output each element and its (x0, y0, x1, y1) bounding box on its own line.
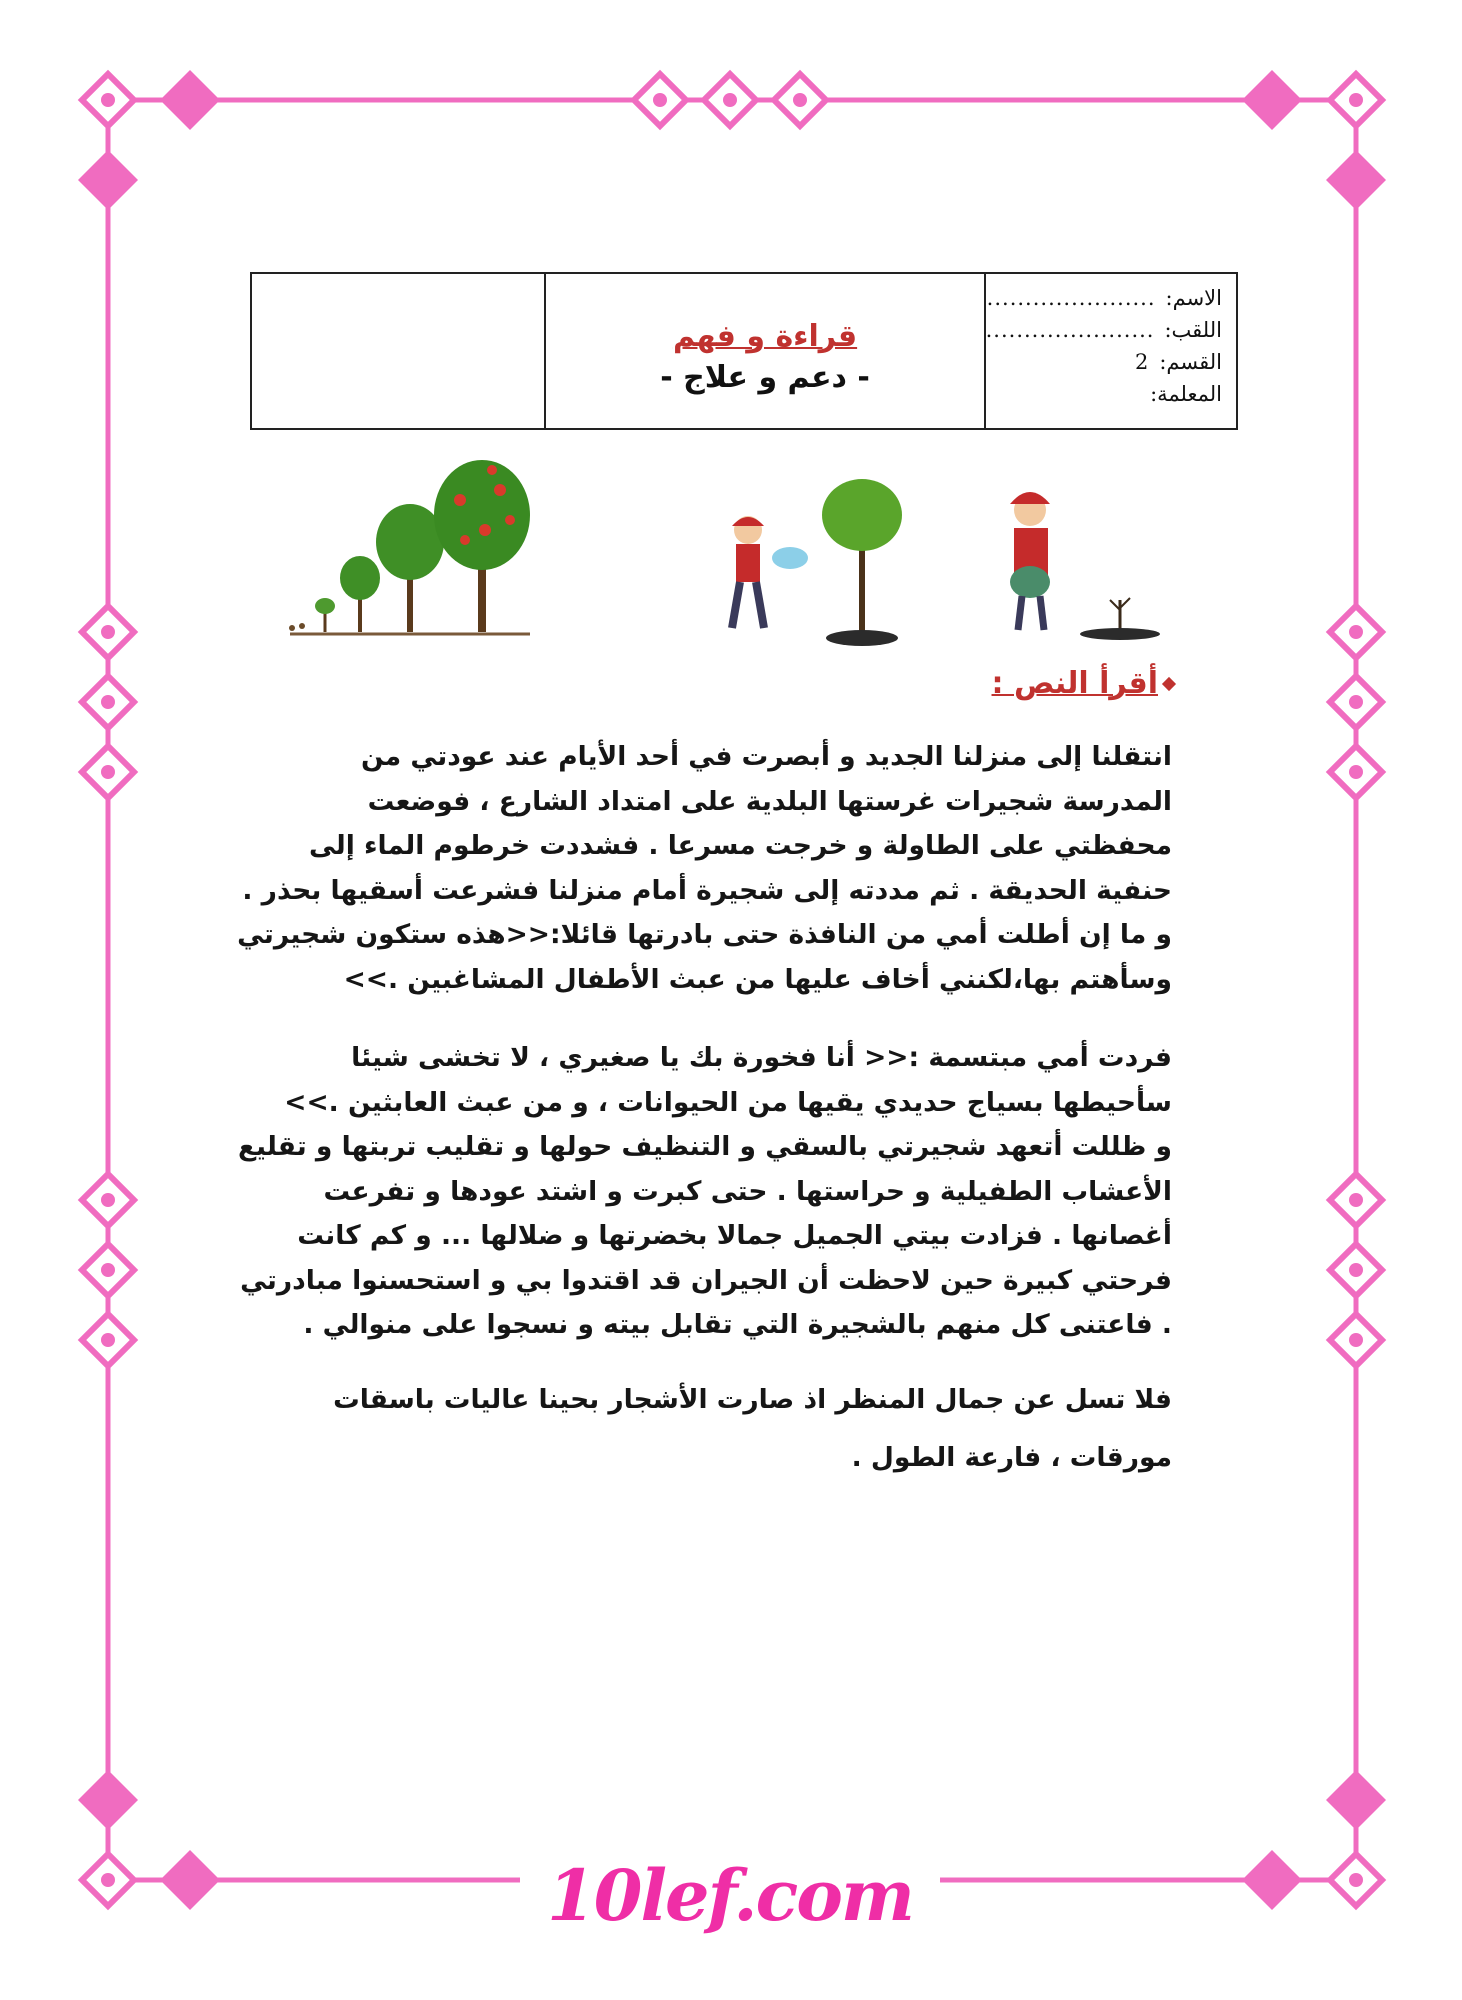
teacher-field (986, 378, 1222, 410)
frame-dot-icon (101, 1873, 115, 1887)
field-value: ...................... (986, 286, 1156, 310)
text-line: و ظللت أتعهد شجيرتي بالسقي و التنظيف حولها و تقليب تربتها و تقليع (237, 1131, 1172, 1162)
site-watermark: 10lef.com (520, 1850, 940, 1940)
boy-watering-tree-icon (732, 479, 902, 646)
text-line: أغصانها . فزادت بيتي الجميل جمالا بخضرتها و ضلالها ... و كم كانت (297, 1220, 1172, 1251)
blank-cell (252, 274, 546, 428)
title-cell (546, 274, 985, 428)
lesson-subtitle: - دعم و علاج - (660, 360, 870, 395)
paragraph-2 (237, 1036, 1172, 1348)
frame-dot-icon (101, 1263, 115, 1277)
text-line: وسأهتم بها،لكنني أخاف عليها من عبث الأطفال المشاغبين .>> (343, 963, 1172, 995)
header-table (250, 272, 1238, 430)
text-line: . فاعتنى كل منهم بالشجيرة التي تقابل بيته و نسجوا على منوالي . (303, 1309, 1172, 1340)
field-label: الاسم: (1165, 286, 1222, 310)
text-line: حنفية الحديقة . ثم مددته إلى شجيرة أمام منزلنا فشرعت أسقيها بحذر . (242, 874, 1172, 906)
paragraph-1 (237, 735, 1172, 1002)
text-line: المدرسة شجيرات غرستها البلدية على امتداد الشارع ، فوضعت (367, 785, 1172, 817)
frame-dot-icon (101, 625, 115, 639)
paragraph-4 (292, 1436, 1172, 1481)
read-text-heading (992, 666, 1174, 701)
text-line: و ما إن أطلت أمي من النافذة حتى بادرتها قائلا:<<هذه ستكون شجيرتي (237, 919, 1172, 950)
frame-dot-icon (1349, 1873, 1363, 1887)
boy-with-watering-can-icon (1010, 492, 1160, 640)
text-line: مورقات ، فارعة الطول . (851, 1442, 1172, 1473)
field-value: ...................... (985, 318, 1155, 342)
text-line: الأعشاب الطفيلية و حراستها . حتى كبرت و اشتد عودها و تفرعت (323, 1175, 1172, 1207)
field-value: 2 (1134, 350, 1150, 374)
paragraph-3 (292, 1378, 1172, 1423)
frame-dot-icon (793, 93, 807, 107)
frame-dot-icon (101, 695, 115, 709)
frame-dot-icon (1349, 93, 1363, 107)
frame-dot-icon (653, 93, 667, 107)
frame-dot-icon (101, 1333, 115, 1347)
field-label: القسم: (1159, 350, 1222, 374)
field-label: اللقب: (1164, 318, 1222, 342)
text-line: فردت أمي مبتسمة :<< أنا فخورة بك يا صغيري ، لا تخشى شيئا (351, 1042, 1172, 1073)
text-line: فرحتي كبيرة حين لاحظت أن الجيران قد اقتدوا بي و استحسنوا مبادرتي (240, 1264, 1172, 1296)
frame-dot-icon (1349, 695, 1363, 709)
frame-dot-icon (1349, 765, 1363, 779)
surname-field (986, 314, 1222, 346)
frame-dot-icon (101, 93, 115, 107)
text-line: سأحيطها بسياج حديدي يقيها من الحيوانات ، و من عبث العابثين .>> (284, 1086, 1172, 1118)
field-label: المعلمة: (1150, 382, 1222, 406)
frame-dot-icon (1349, 625, 1363, 639)
name-field (986, 282, 1222, 314)
heading-label: أقرأ النص : (991, 666, 1158, 701)
tree-growth-stages-icon (289, 460, 530, 634)
lesson-title: قراءة و فهم (672, 319, 858, 354)
frame-dot-icon (101, 1193, 115, 1207)
frame-dot-icon (101, 765, 115, 779)
frame-dot-icon (1349, 1333, 1363, 1347)
frame-dot-icon (723, 93, 737, 107)
tree-growth-illustration (270, 460, 1210, 650)
student-info-cell (986, 274, 1236, 428)
class-field (986, 346, 1222, 378)
frame-dot-icon (1349, 1263, 1363, 1277)
diamond-bullet-icon (1162, 676, 1176, 690)
text-line: محفظتي على الطاولة و خرجت مسرعا . فشددت خرطوم الماء إلى (308, 830, 1172, 861)
text-line: انتقلنا إلى منزلنا الجديد و أبصرت في أحد الأيام عند عودتي من (360, 741, 1172, 772)
text-line: فلا تسل عن جمال المنظر اذ صارت الأشجار بحينا عاليات باسقات (333, 1384, 1172, 1415)
frame-dot-icon (1349, 1193, 1363, 1207)
